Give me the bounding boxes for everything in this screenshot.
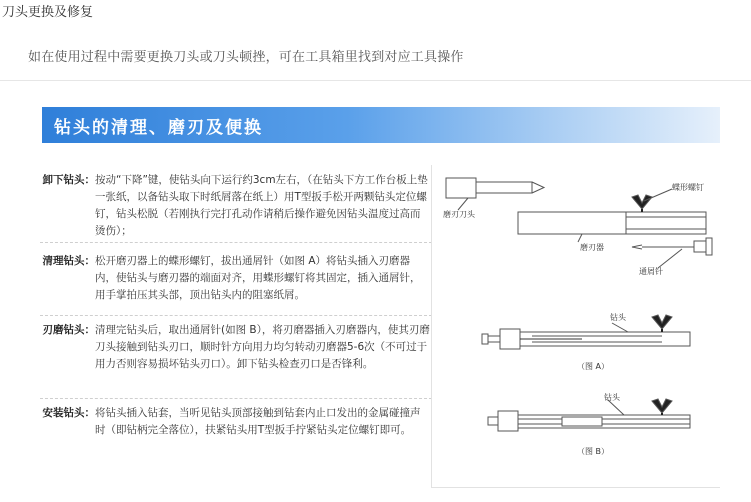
label-needle: 通屑针 bbox=[639, 267, 663, 276]
section-label: 刃磨钻头： bbox=[42, 324, 95, 336]
section-text: 松开磨刃器上的蝶形螺钉，拔出通屑针（如图 A）将钻头插入刃磨器内，使钻头与磨刃器的端面对齐，用蝶形螺钉将其固定，插入通屑针，用手掌拍压其头部，顶出钻头内的阻塞纸屑。 bbox=[95, 255, 421, 301]
section-divider bbox=[40, 315, 432, 316]
figure-b-drawing bbox=[488, 399, 690, 431]
caption-figure-a: （图 A） bbox=[577, 362, 610, 371]
section-divider bbox=[40, 242, 432, 243]
label-wing-screw: 蝶形螺钉 bbox=[672, 183, 704, 192]
illustration-panel bbox=[431, 165, 720, 488]
panel-bottom-line bbox=[431, 487, 720, 488]
label-drill-a: 钻头 bbox=[610, 313, 626, 322]
section-text: 清理完钻头后，取出通屑针(如图 B），将刃磨器插入刃磨器内，使其刃磨刀头接触到钻头刃口，顺时针方向用力均匀转动刃磨器5-6次（不可过于用力否则容易损坏钻头刃口）。卸下钻头检查刃口是否锋利。 bbox=[95, 324, 430, 370]
header-description: 如在使用过程中需要更换刀头或刀头顿挫，可在工具箱里找到对应工具操作 bbox=[28, 50, 464, 65]
section-divider bbox=[40, 398, 432, 399]
section-label: 清理钻头： bbox=[42, 255, 95, 267]
label-cutter: 磨刃刀头 bbox=[443, 210, 475, 219]
label-sharpener: 磨刃器 bbox=[580, 243, 604, 252]
needle-drawing bbox=[632, 238, 712, 268]
cutter-head-drawing bbox=[446, 178, 544, 210]
section-remove-drill bbox=[40, 172, 430, 240]
header-title: 刀头更换及修复 bbox=[2, 5, 94, 20]
banner-title: 钻头的清理、磨刃及便换 bbox=[54, 118, 263, 138]
header-divider bbox=[0, 80, 751, 81]
caption-figure-b: （图 B） bbox=[577, 447, 610, 456]
sharpener-drawing bbox=[518, 189, 706, 242]
section-sharpen-drill bbox=[40, 322, 430, 373]
label-drill-b: 钻头 bbox=[604, 393, 620, 402]
section-install-drill bbox=[40, 405, 430, 439]
section-text: 将钻头插入钻套，当听见钻头顶部接触到钻套内止口发出的金属碰撞声时（即钻柄完全落位），扶紧钻头用T型扳手拧紧钻头定位螺钉即可。 bbox=[95, 407, 421, 436]
section-clean-drill bbox=[40, 253, 430, 304]
section-label: 安装钻头： bbox=[42, 407, 95, 419]
section-banner bbox=[42, 107, 720, 143]
figure-a-drawing bbox=[482, 315, 690, 349]
tool-illustrations bbox=[432, 165, 721, 488]
section-label: 卸下钻头： bbox=[42, 174, 95, 186]
section-text: 按动“下降”键，使钻头向下运行约3cm左右，（在钻头下方工作台板上垫一张纸，以备钻头取下时纸屑落在纸上）用T型扳手松开两颗钻头定位螺钉，钻头松脱（若刚执行完打孔动作请稍后操作避免因钻头温度过高而烫伤）； bbox=[95, 174, 428, 237]
